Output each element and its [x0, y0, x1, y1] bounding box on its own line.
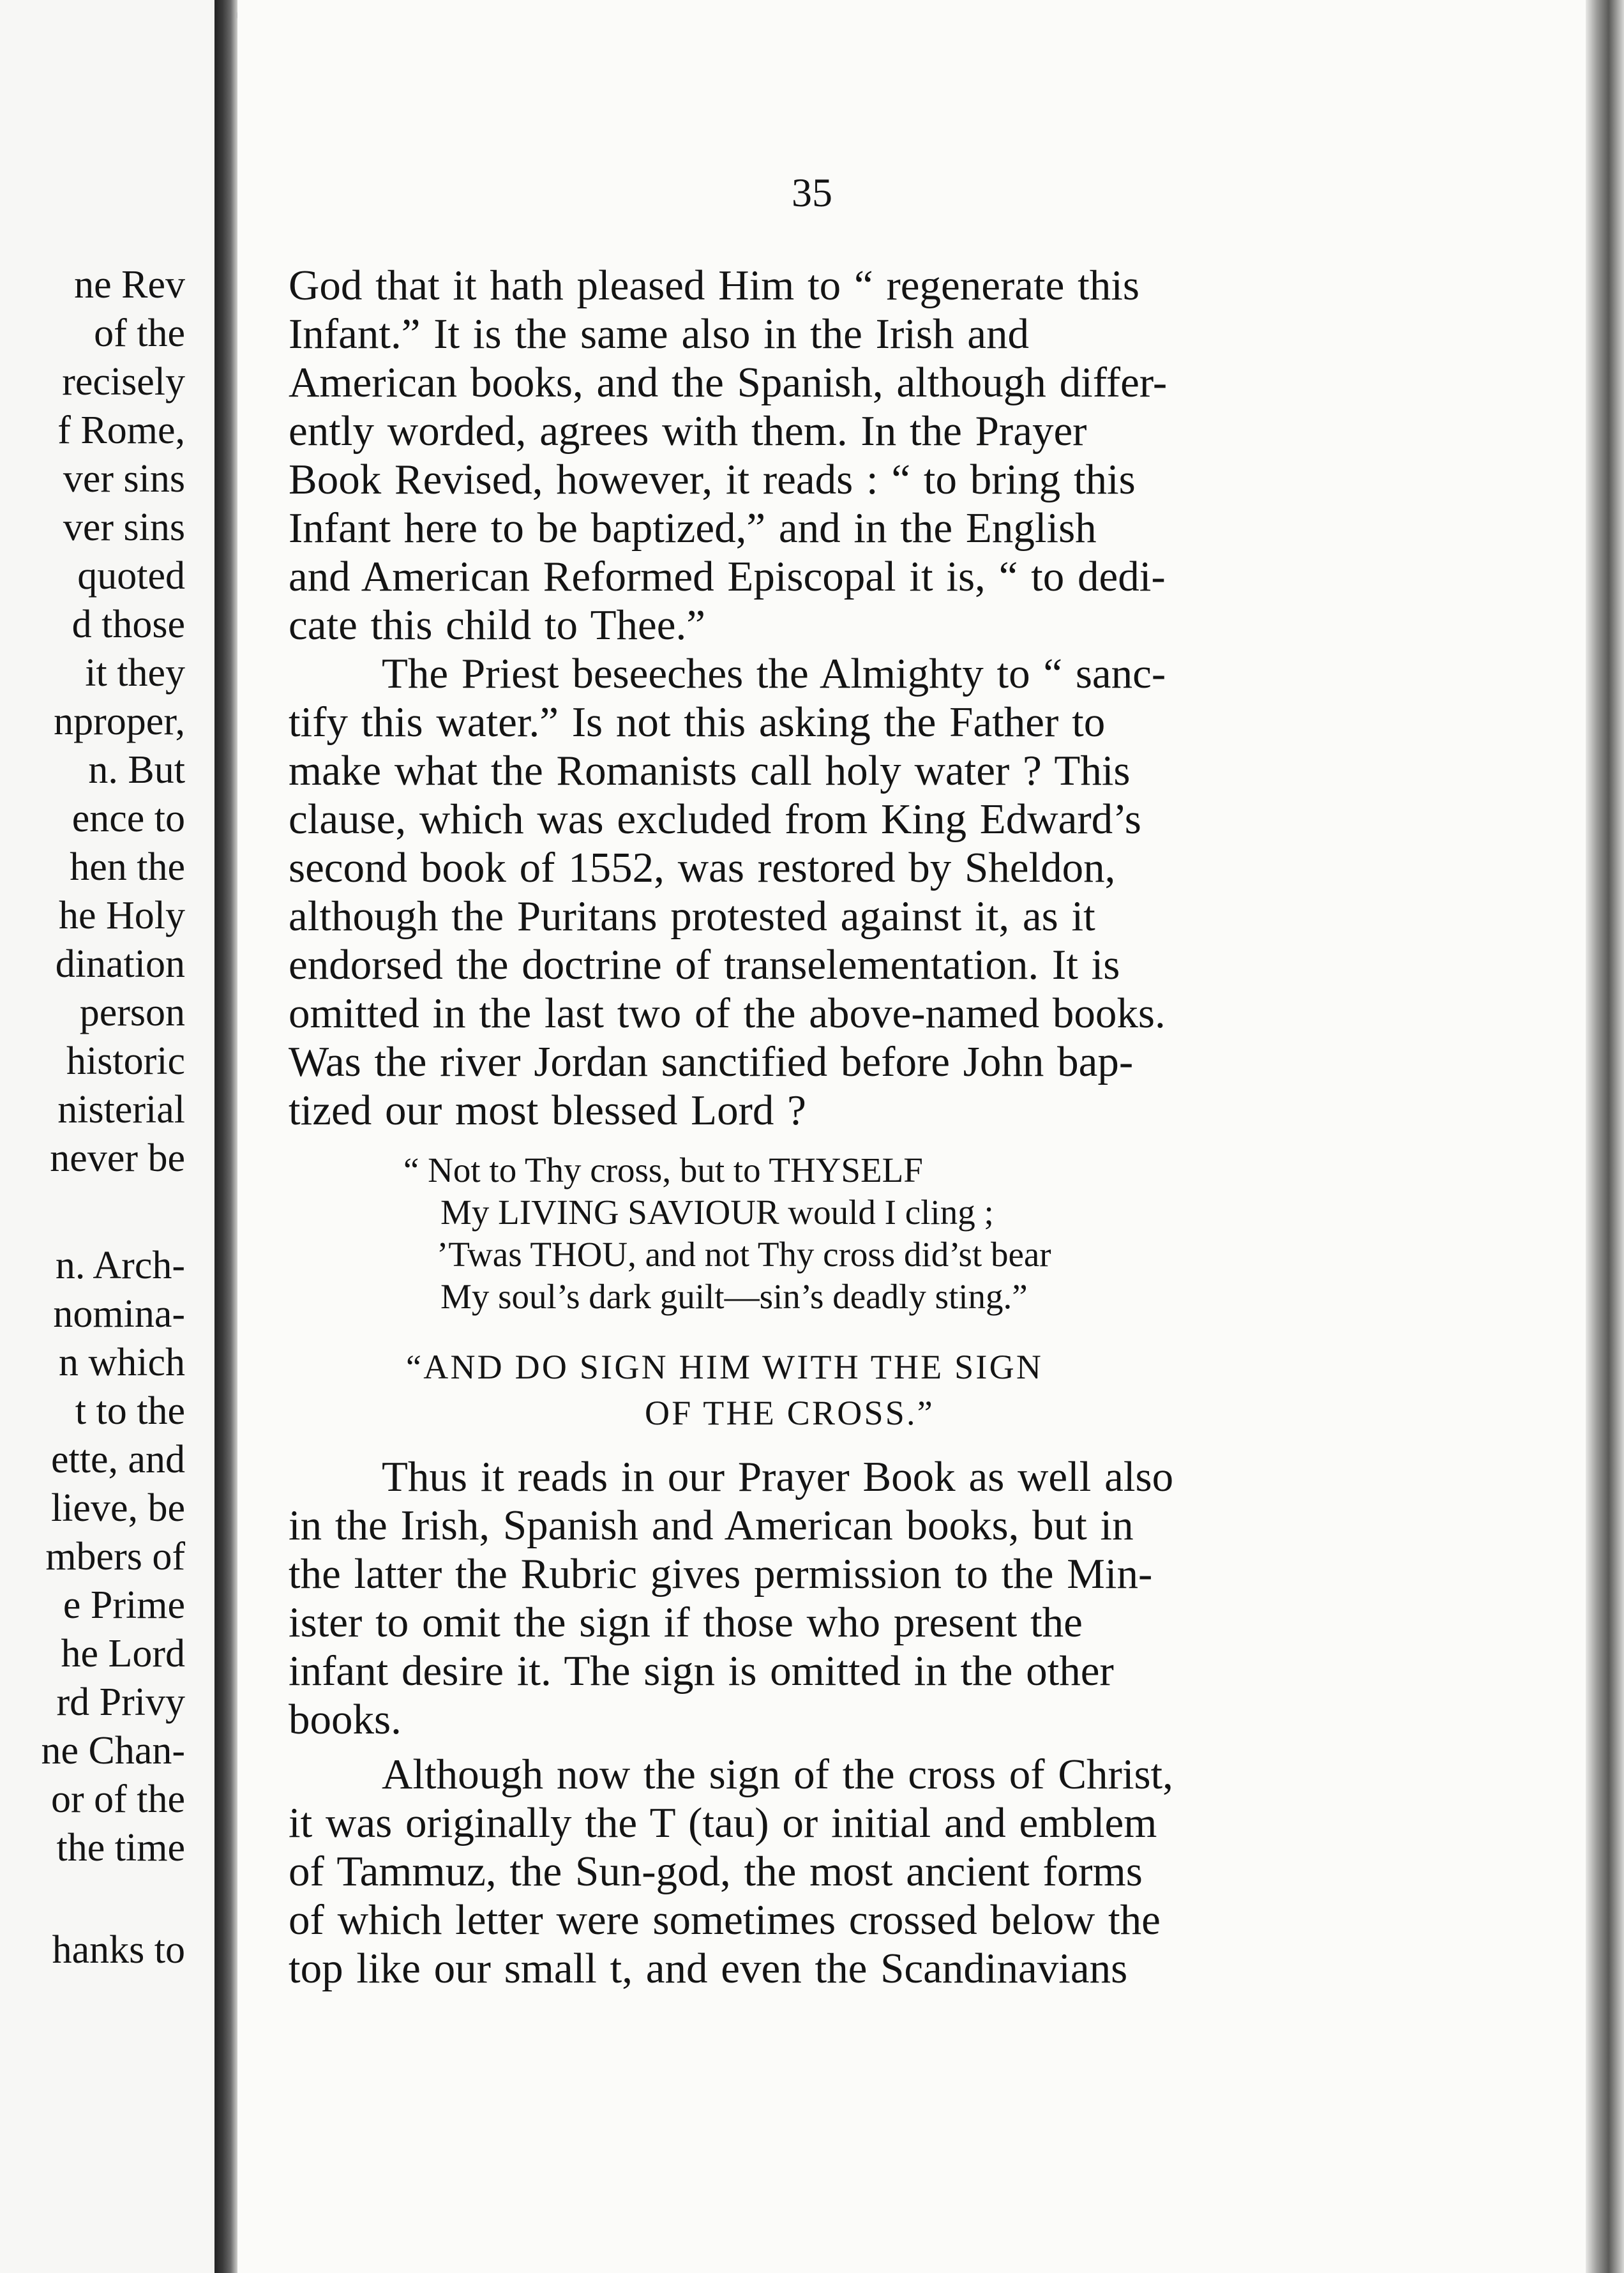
left-page-fragment: person: [79, 991, 185, 1034]
left-page-fragment: recisely: [62, 360, 185, 404]
left-page-fragment: e Prime: [63, 1583, 185, 1627]
verse-line: “ Not to Thy cross, but to THYSELF: [403, 1151, 923, 1189]
left-page-fragment: t to the: [75, 1389, 185, 1433]
text-line: top like our small t, and even the Scandinavians: [289, 1945, 1128, 1992]
text-line: of Tammuz, the Sun-god, the most ancient forms: [289, 1848, 1143, 1895]
text-line: ister to omit the sign if those who present the: [289, 1599, 1083, 1646]
left-page-fragment: nproper,: [54, 700, 185, 743]
text-line: clause, which was excluded from King Edward’s: [289, 796, 1141, 843]
text-line: God that it hath pleased Him to “ regenerate this: [289, 262, 1139, 309]
text-line: the latter the Rubric gives permission to the Min-: [289, 1550, 1153, 1597]
text-line: books.: [289, 1696, 402, 1743]
text-line: although the Puritans protested against it, as it: [289, 893, 1095, 940]
verse-line: My soul’s dark guilt—sin’s deadly sting.”: [440, 1277, 1028, 1316]
text-line: The Priest beseeches the Almighty to “ sanc-: [382, 650, 1166, 697]
left-page-fragment: ver sins: [63, 506, 185, 549]
left-page-fragment: rd Privy: [56, 1680, 185, 1724]
left-page-fragment: of the: [94, 312, 185, 355]
left-page-fragment: hanks to: [52, 1928, 185, 1972]
text-line: Infant.” It is the same also in the Irish and: [289, 310, 1029, 358]
left-page-fragment: or of the: [50, 1778, 185, 1821]
text-line: Thus it reads in our Prayer Book as well also: [382, 1453, 1174, 1500]
left-page-fragment: ette, and: [50, 1438, 185, 1481]
left-page-fragment: nisterial: [57, 1088, 185, 1131]
text-line: Book Revised, however, it reads : “ to bring this: [289, 456, 1136, 503]
text-line: cate this child to Thee.”: [289, 601, 705, 649]
page-edge-shadow: [1586, 0, 1624, 2273]
left-page-fragment: he Holy: [58, 894, 185, 937]
text-line: and American Reformed Episcopal it is, “ to dedi-: [289, 553, 1166, 600]
left-page-fragment: ne Rev: [74, 263, 185, 306]
text-line: omitted in the last two of the above-named books.: [289, 990, 1166, 1037]
left-page-fragment: mbers of: [45, 1535, 185, 1578]
verse-line: My LIVING SAVIOUR would I cling ;: [440, 1193, 994, 1232]
left-page-fragment: ver sins: [63, 457, 185, 501]
text-line: in the Irish, Spanish and American books, but in: [289, 1502, 1134, 1549]
text-line: tized our most blessed Lord ?: [289, 1087, 806, 1134]
left-page-fragment: hen the: [70, 845, 185, 889]
left-page-fragment: n. But: [88, 748, 185, 792]
left-page-fragment: nomina-: [53, 1292, 185, 1336]
text-line: infant desire it. The sign is omitted in the other: [289, 1647, 1114, 1695]
text-line: it was originally the T (tau) or initial and emblem: [289, 1799, 1157, 1846]
text-line: Infant here to be baptized,” and in the English: [289, 504, 1097, 552]
text-line: Was the river Jordan sanctified before John bap-: [289, 1038, 1134, 1085]
left-page-fragment: n. Arch-: [55, 1244, 185, 1287]
text-line: make what the Romanists call holy water ? This: [289, 747, 1131, 794]
left-page-fragment: f Rome,: [57, 409, 185, 452]
page-number: 35: [792, 170, 832, 215]
text-line: American books, and the Spanish, although differ-: [289, 359, 1168, 406]
text-line: second book of 1552, was restored by Sheldon,: [289, 844, 1116, 891]
text-line: ently worded, agrees with them. In the Prayer: [289, 407, 1087, 455]
left-page-fragment: it they: [85, 651, 185, 695]
verse-line: ’Twas THOU, and not Thy cross did’st bear: [437, 1235, 1051, 1274]
left-page-fragment: the time: [56, 1826, 185, 1869]
left-page-fragment: dination: [55, 942, 185, 986]
left-facing-page: [0, 0, 211, 2273]
text-line: tify this water.” Is not this asking the Father to: [289, 699, 1106, 746]
left-page-fragment: lieve, be: [50, 1486, 185, 1530]
left-page-fragment: d those: [71, 603, 185, 646]
text-line: Although now the sign of the cross of Christ,: [382, 1751, 1173, 1798]
text-line: of which letter were sometimes crossed below the: [289, 1896, 1161, 1944]
section-heading: “AND DO SIGN HIM WITH THE SIGN: [406, 1348, 1044, 1386]
left-page-fragment: n which: [58, 1341, 185, 1384]
left-page-fragment: quoted: [77, 554, 185, 598]
left-page-fragment: ence to: [71, 797, 185, 840]
book-gutter: [214, 0, 237, 2273]
left-page-fragment: historic: [66, 1039, 185, 1083]
section-heading: OF THE CROSS.”: [645, 1394, 935, 1432]
text-line: endorsed the doctrine of transelementation. It is: [289, 941, 1120, 988]
left-page-fragment: never be: [50, 1136, 185, 1180]
left-page-fragment: he Lord: [61, 1632, 185, 1675]
left-page-fragment: ne Chan-: [41, 1729, 185, 1772]
